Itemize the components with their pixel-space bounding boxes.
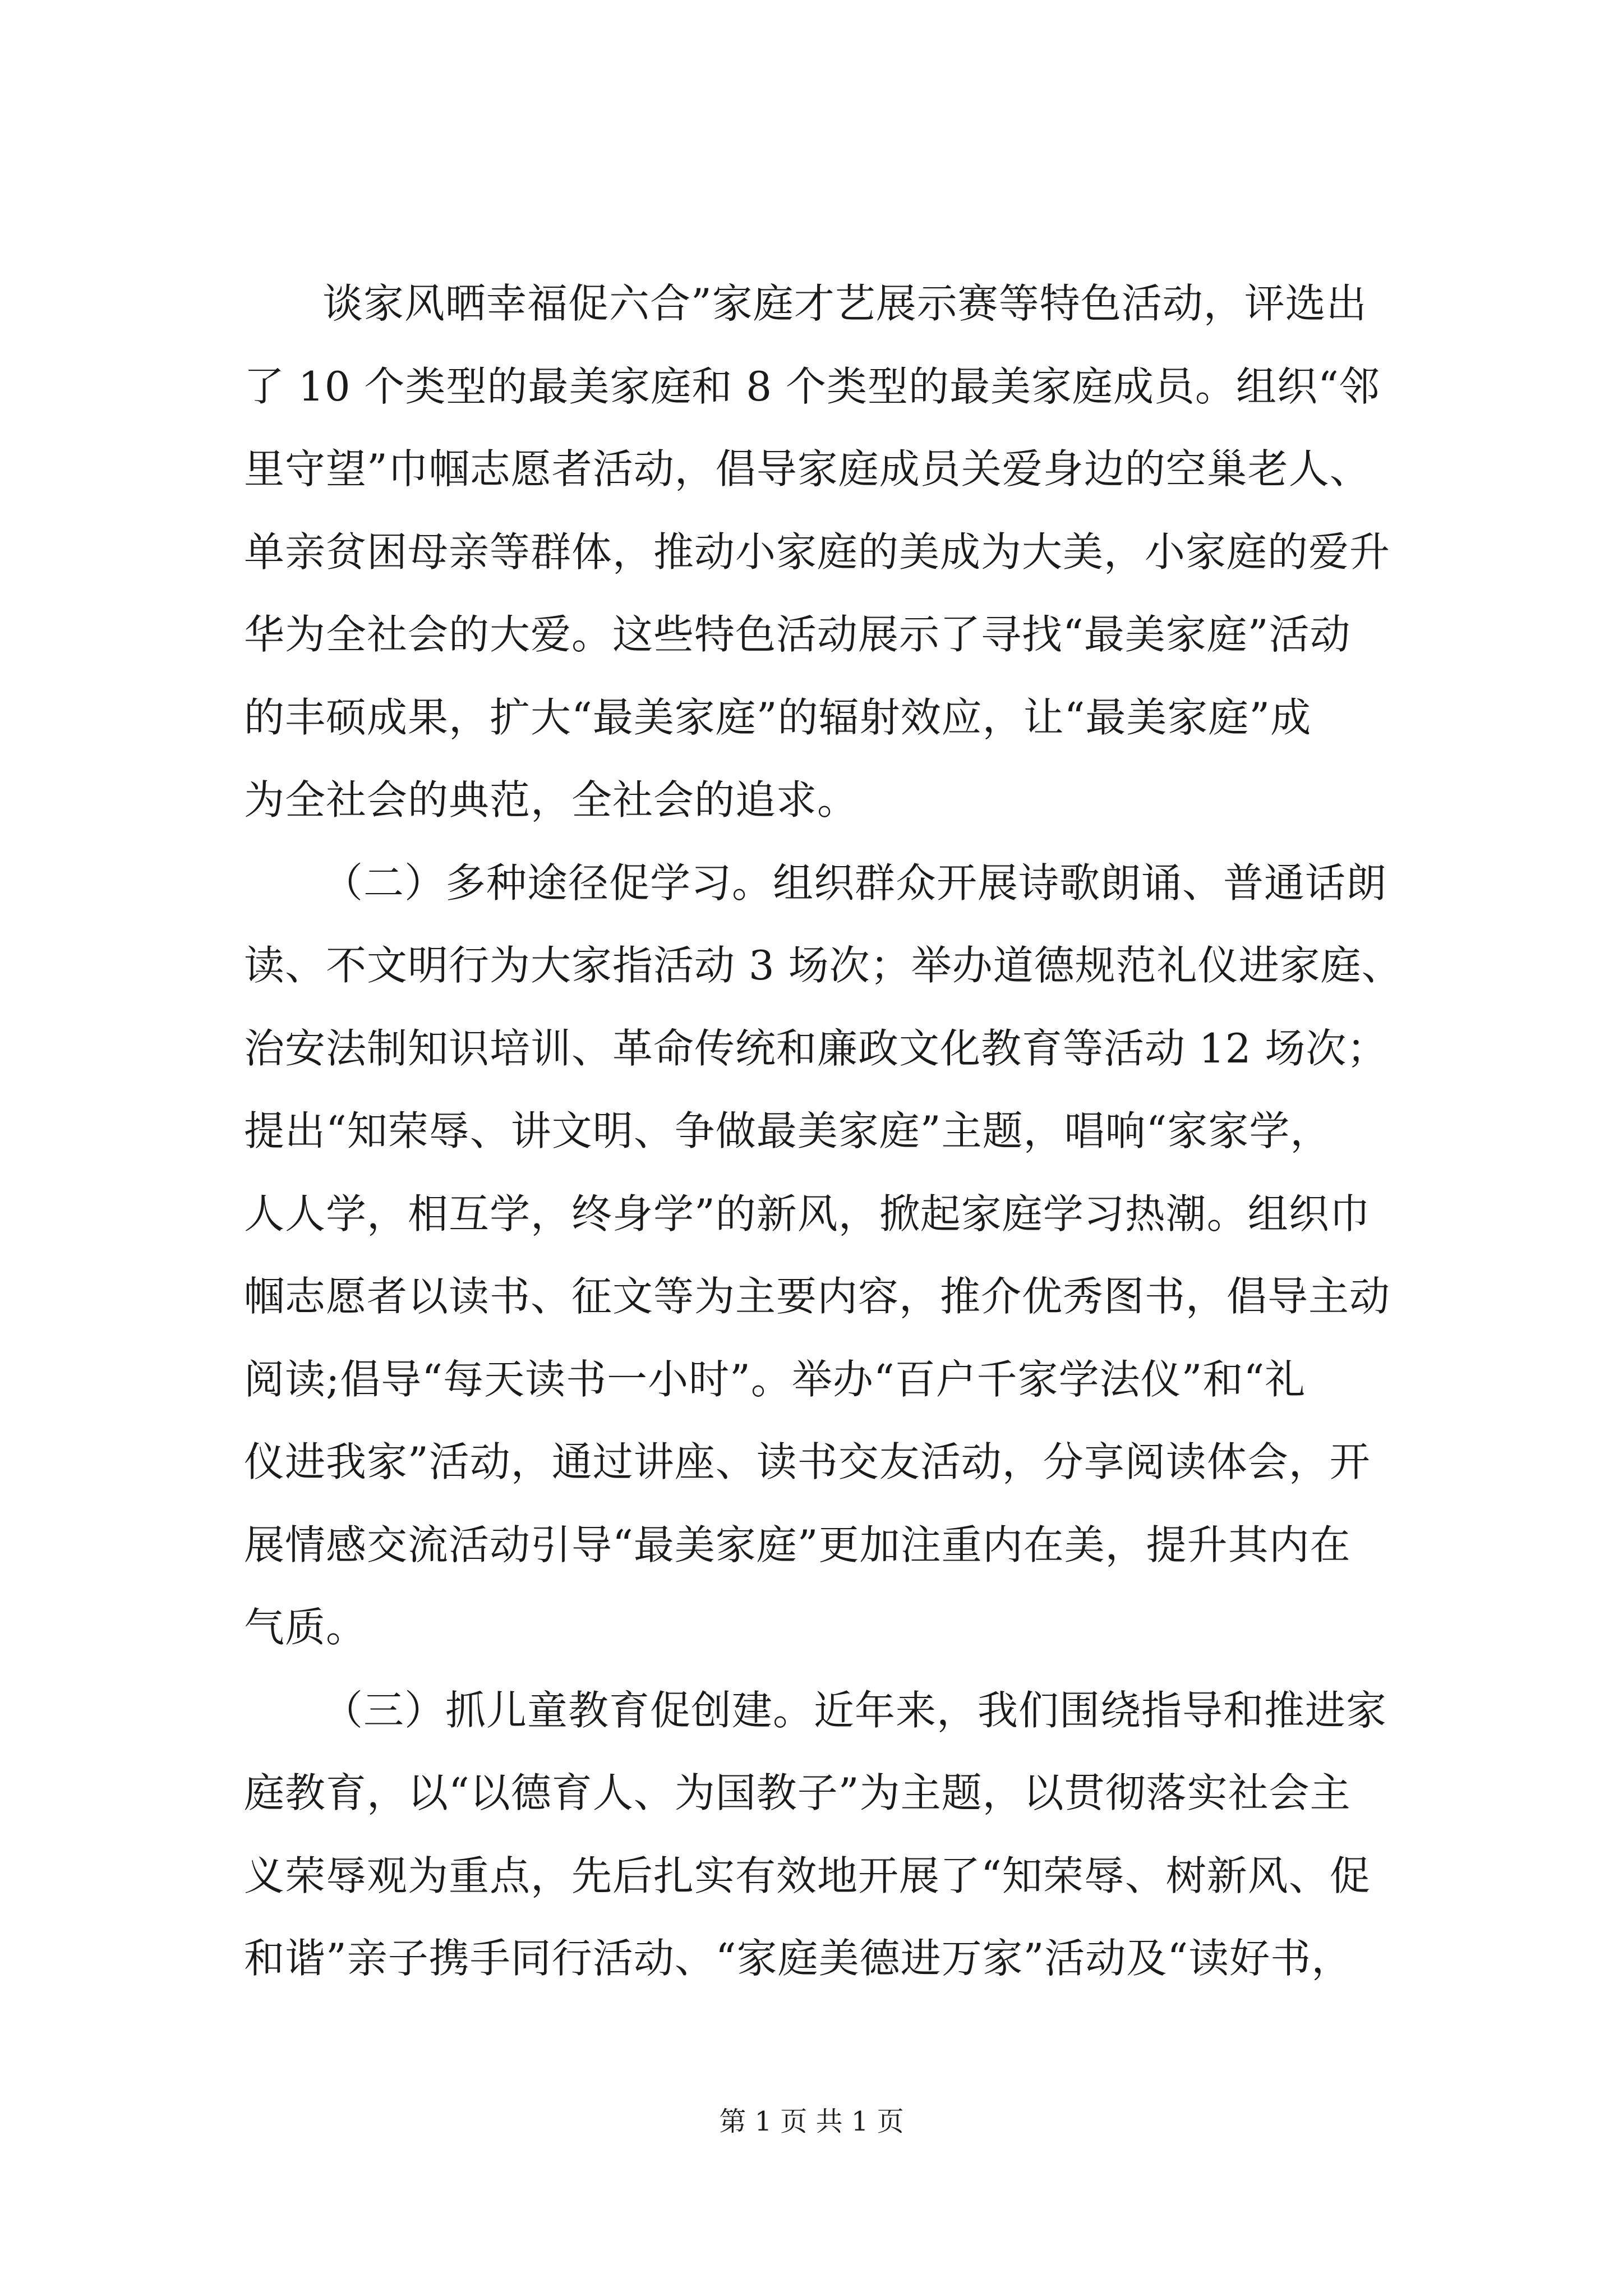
page-footer — [0, 2105, 1623, 2138]
paragraph-line: 气质。 — [244, 1604, 367, 1651]
paragraph-line: 读、不文明行为大家指活动 3 场次；举办道德规范礼仪进家庭、 — [244, 942, 1403, 989]
paragraph-line: 庭教育，以“以德育人、为国教子”为主题，以贯彻落实社会主 — [244, 1769, 1351, 1816]
paragraph-line: （三）抓儿童教育促创建。近年来，我们围绕指导和推进家 — [322, 1686, 1387, 1734]
page-number-label: 第 1 页 共 1 页 — [719, 2106, 904, 2137]
paragraph-line: 义荣辱观为重点，先后扎实有效地开展了“知荣辱、树新风、促 — [244, 1852, 1371, 1899]
paragraph-line: 华为全社会的大爱。这些特色活动展示了寻找“最美家庭”活动 — [244, 611, 1351, 658]
paragraph-line: 提出“知荣辱、讲文明、争做最美家庭”主题，唱响“家家学， — [244, 1107, 1331, 1154]
paragraph-line: （二）多种途径促学习。组织群众开展诗歌朗诵、普通话朗 — [322, 859, 1387, 907]
paragraph-line: 帼志愿者以读书、征文等为主要内容，推介优秀图书，倡导主动 — [244, 1273, 1391, 1320]
paragraph-line: 和谐”亲子携手同行活动、“家庭美德进万家”活动及“读好书， — [244, 1935, 1353, 1982]
paragraph-line: 了 10 个类型的最美家庭和 8 个类型的最美家庭成员。组织“邻 — [244, 362, 1380, 410]
paragraph-line: 的丰硕成果，扩大“最美家庭”的辐射效应，让“最美家庭”成 — [244, 693, 1312, 741]
paragraph-line: 仪进我家”活动，通过讲座、读书交友活动，分享阅读体会，开 — [244, 1438, 1371, 1485]
paragraph-line: 治安法制知识培训、革命传统和廉政文化教育等活动 12 场次； — [244, 1024, 1388, 1072]
paragraph-line: 单亲贫困母亲等群体，推动小家庭的美成为大美，小家庭的爱升 — [244, 528, 1391, 576]
paragraph-line: 阅读;倡导“每天读书一小时”。举办“百户千家学法仪”和“礼 — [244, 1355, 1306, 1403]
paragraph-line: 里守望”巾帼志愿者活动，倡导家庭成员关爱身边的空巢老人、 — [244, 445, 1371, 493]
document-body — [244, 263, 1427, 2000]
paragraph-line: 谈家风晒幸福促六合”家庭才艺展示赛等特色活动，评选出 — [322, 280, 1367, 327]
paragraph-line: 人人学，相互学，终身学”的新风，掀起家庭学习热潮。组织巾 — [244, 1190, 1371, 1237]
paragraph-line: 为全社会的典范，全社会的追求。 — [244, 776, 859, 823]
paragraph-line: 展情感交流活动引导“最美家庭”更加注重内在美，提升其内在 — [244, 1521, 1351, 1568]
